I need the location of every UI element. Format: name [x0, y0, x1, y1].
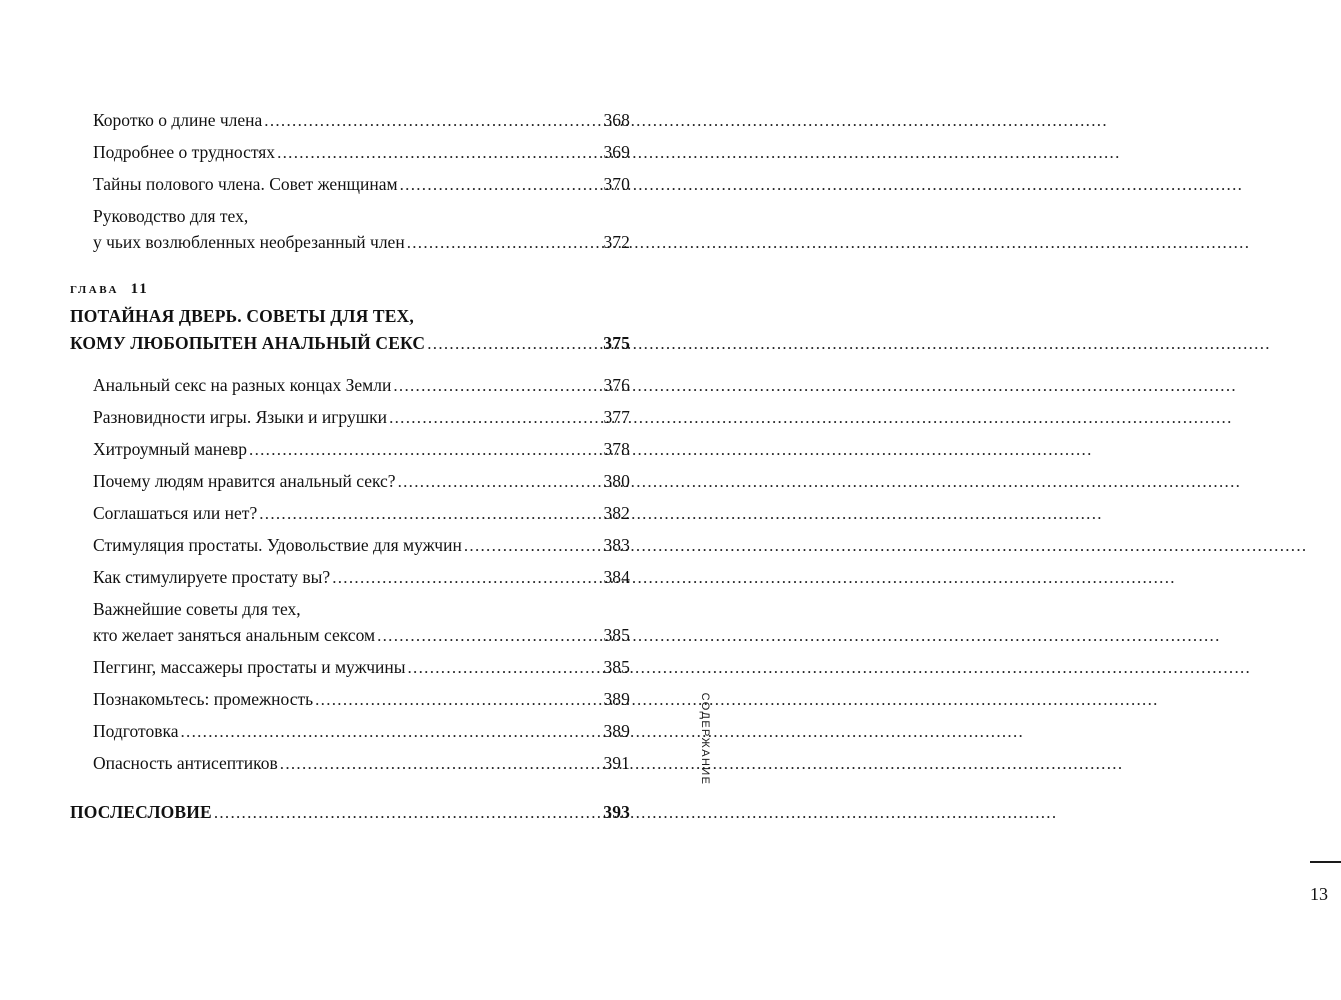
toc-entry-row	[93, 624, 630, 645]
toc-entry[interactable]	[93, 208, 630, 251]
dot-leader	[264, 112, 595, 129]
toc-entry[interactable]	[93, 441, 630, 459]
dot-leader	[389, 409, 595, 426]
toc-entry-row	[93, 176, 630, 194]
toc-entry[interactable]	[93, 505, 630, 523]
toc-entry-page: 378	[603, 439, 630, 459]
toc-entry[interactable]	[93, 112, 630, 130]
toc-entry-row	[93, 377, 630, 395]
dot-leader	[315, 691, 595, 708]
toc-entry[interactable]	[93, 569, 630, 587]
dot-leader	[400, 176, 595, 193]
toc-entry-title: Тайны полового члена. Совет женщинам	[93, 174, 398, 194]
toc-entry-row	[93, 720, 630, 741]
dot-leader	[393, 377, 595, 394]
toc-entry-page: 372	[603, 231, 630, 252]
dot-leader	[180, 723, 595, 740]
chapter-title-text: КОМУ ЛЮБОПЫТЕН АНАЛЬНЫЙ СЕКС	[70, 332, 426, 353]
toc-entry-title: Пеггинг, массажеры простаты и мужчины	[93, 656, 406, 677]
toc-entry-row	[93, 752, 630, 773]
toc-entry-row	[93, 409, 630, 427]
toc-entry-page: 368	[603, 110, 630, 130]
toc-entry[interactable]	[93, 752, 630, 773]
toc-entry-page: 382	[603, 503, 630, 523]
toc-entry-title: Опасность антисептиков	[93, 752, 278, 773]
dot-leader	[332, 569, 595, 586]
toc-entry-row	[93, 441, 630, 459]
toc-entry[interactable]	[93, 409, 630, 427]
toc-entry-title: Хитроумный маневр	[93, 439, 248, 459]
toc-entry-page: 389	[603, 688, 630, 709]
toc-entry[interactable]	[93, 176, 630, 194]
toc-entry-title: Анальный секс на разных концах Земли	[93, 375, 392, 395]
folio-rule	[1310, 861, 1341, 863]
toc-entry-title: Подробнее о трудностях	[93, 142, 276, 162]
toc-entry-page: 376	[603, 375, 630, 395]
page-number: 13	[1310, 884, 1328, 904]
toc-chapter-heading[interactable]	[70, 282, 630, 352]
dot-leader	[259, 505, 595, 522]
toc-entry-title: Соглашаться или нет?	[93, 503, 258, 523]
dot-leader	[280, 755, 595, 772]
toc-entry-page: 385	[603, 624, 630, 645]
toc-afterword-title: ПОСЛЕСЛОВИЕ	[70, 802, 212, 822]
toc-entry[interactable]	[93, 144, 630, 162]
chapter-kicker-word: глава	[70, 281, 120, 297]
dot-leader	[214, 804, 595, 821]
toc-afterword[interactable]	[70, 804, 630, 822]
toc-entry[interactable]	[93, 601, 630, 644]
toc-entry-row	[93, 569, 630, 587]
toc-entry-title: у чьих возлюбленных необрезанный член	[93, 231, 405, 252]
toc-entry[interactable]	[93, 688, 630, 709]
dot-leader	[249, 441, 595, 458]
toc-entry-page: 389	[603, 720, 630, 741]
dot-leader	[398, 473, 595, 490]
toc-entry-page: 369	[603, 142, 630, 162]
toc-entry-page: 384	[603, 567, 630, 587]
toc-entry-title: Стимуляция простаты. Удовольствие для мужчин	[93, 535, 462, 555]
toc-entry-page: 385	[603, 656, 630, 677]
chapter-kicker	[70, 282, 630, 297]
toc-entry-row	[93, 505, 630, 523]
toc-entry-line1: Руководство для тех,	[93, 206, 249, 226]
toc-entry-title: Подготовка	[93, 720, 179, 741]
dot-leader	[277, 144, 595, 161]
toc-entry-row	[93, 473, 630, 491]
toc-entry-row	[93, 656, 630, 677]
toc-entry-page: 391	[603, 752, 630, 773]
chapter-title-line-1: ПОТАЙНАЯ ДВЕРЬ. СОВЕТЫ ДЛЯ ТЕХ,	[70, 306, 414, 326]
toc-entry-page: 370	[603, 174, 630, 194]
toc-afterword-row	[70, 804, 630, 822]
toc-entry-title: Разновидности игры. Языки и игрушки	[93, 407, 388, 427]
toc-entry-row	[93, 537, 630, 555]
toc-entry-row	[93, 144, 630, 162]
toc-entry[interactable]	[93, 537, 630, 555]
toc-entry-title: Познакомьтесь: промежность	[93, 688, 314, 709]
toc-entry[interactable]	[93, 656, 630, 677]
toc-entry-row	[93, 112, 630, 130]
chapter-kicker-number: 11	[119, 281, 149, 297]
table-of-contents	[70, 112, 630, 822]
toc-entry-page: 380	[603, 471, 630, 491]
dot-leader	[427, 335, 595, 352]
dot-leader	[377, 627, 595, 644]
toc-entry-row	[93, 231, 630, 252]
toc-entry-page: 383	[603, 535, 630, 555]
running-head: СОДЕРЖАНИЕ	[698, 692, 711, 786]
toc-entry-line1: Важнейшие советы для тех,	[93, 599, 301, 619]
toc-entry[interactable]	[93, 720, 630, 741]
toc-entry[interactable]	[93, 473, 630, 491]
dot-leader	[464, 537, 595, 554]
toc-entry-page: 377	[603, 407, 630, 427]
toc-entry-title: кто желает заняться анальным сексом	[93, 624, 376, 645]
toc-entry[interactable]	[93, 377, 630, 395]
toc-entry-title: Коротко о длине члена	[93, 110, 263, 130]
chapter-page: 375	[603, 332, 630, 353]
margin-rail	[650, 0, 1328, 1000]
toc-entry-title: Как стимулируете простату вы?	[93, 567, 331, 587]
toc-afterword-page: 393	[603, 802, 630, 822]
toc-entry-row	[93, 688, 630, 709]
dot-leader	[407, 234, 595, 251]
dot-leader	[408, 659, 596, 676]
toc-entry-title: Почему людям нравится анальный секс?	[93, 471, 396, 491]
chapter-title-row	[70, 332, 630, 353]
chapter-title-line-2	[70, 332, 630, 353]
